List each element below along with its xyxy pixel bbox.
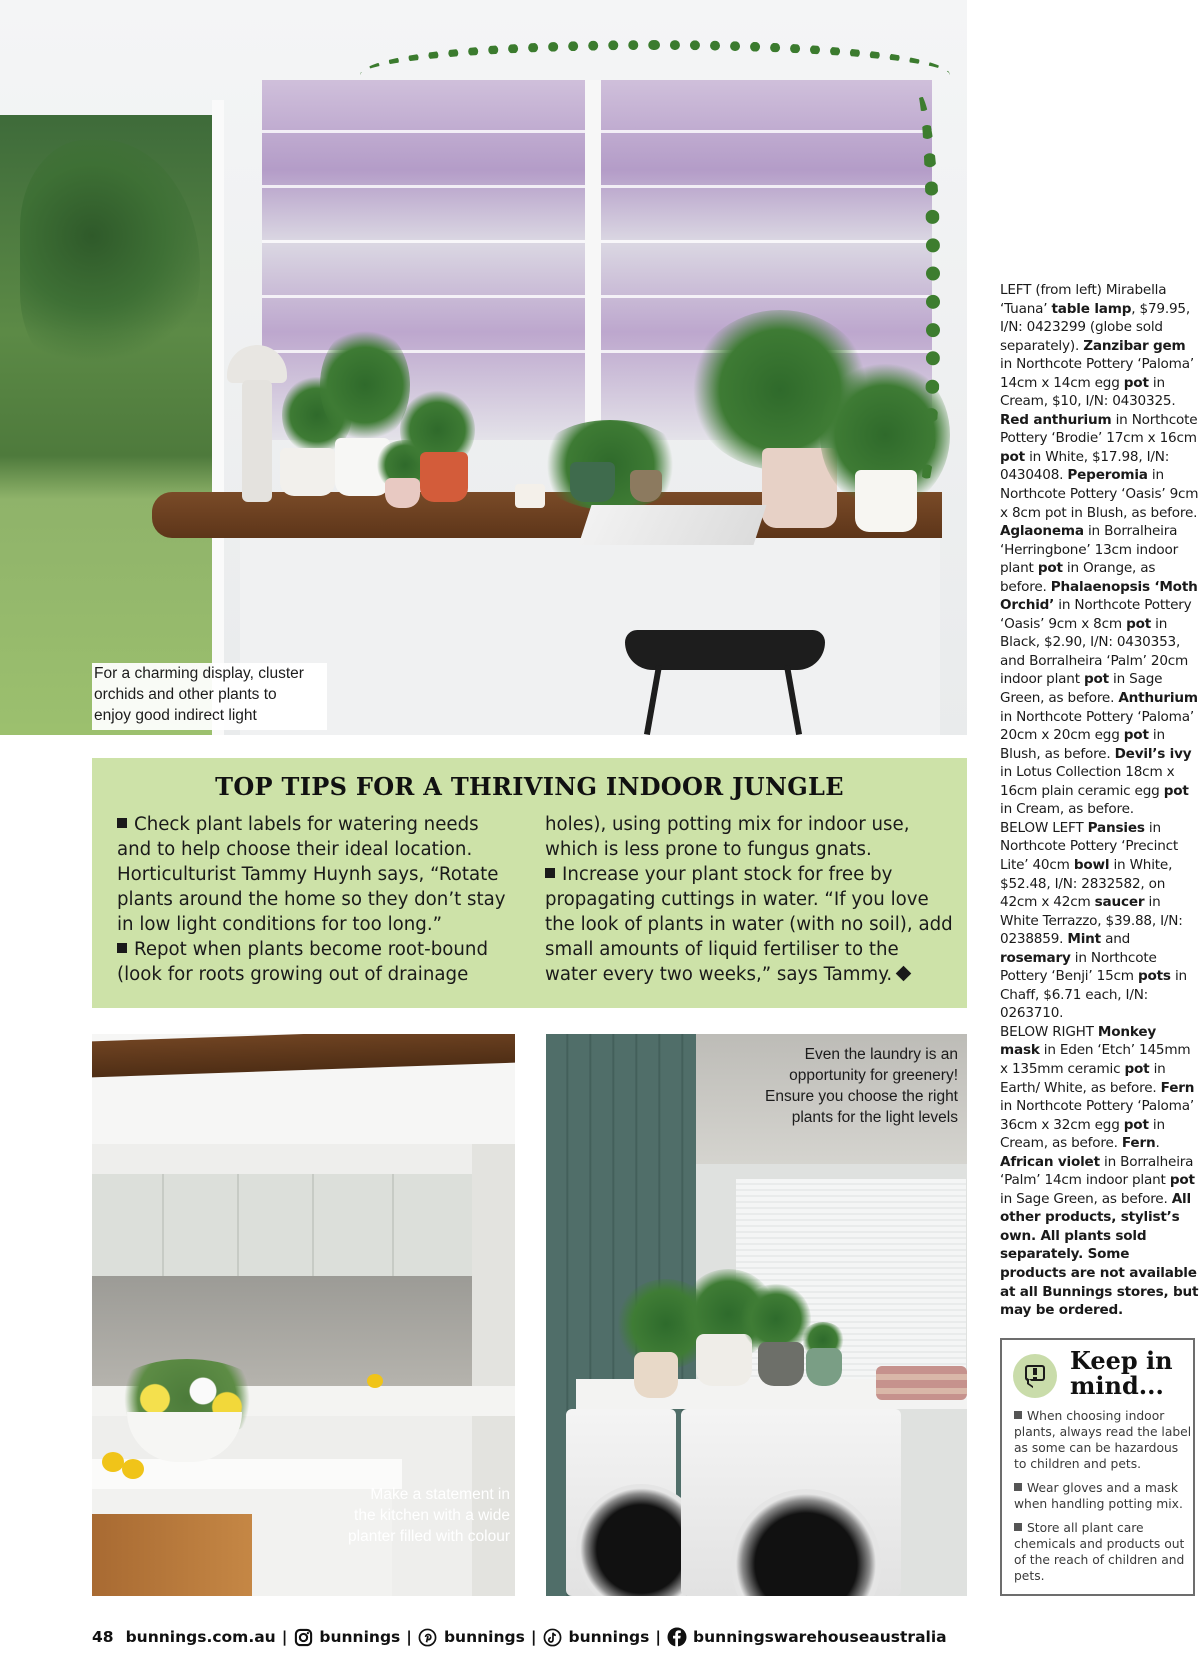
photo-plant-red-anthurium: [320, 325, 410, 445]
credit-product-name: Monkey mask: [1000, 1023, 1157, 1059]
instagram-icon[interactable]: [293, 1627, 313, 1647]
credit-product-name: table lamp: [1051, 300, 1132, 317]
credit-text: in White, $52.48, I/N: 2832582, on 42cm x 42cm: [1000, 856, 1173, 911]
credit-product-name: pots: [1137, 968, 1171, 985]
credit-text: in Northcote Pottery ‘Oasis’ 9cm x 8cm pot in Blush, as before.: [1000, 467, 1199, 521]
caption-line: Ensure you choose the right: [764, 1088, 958, 1105]
credit-text: BELOW RIGHT: [1000, 1023, 1098, 1040]
photo-upper-cabinets: [92, 1174, 482, 1276]
credit-product-name: Peperomia: [1067, 467, 1148, 484]
credit-text: .: [1155, 1135, 1160, 1152]
product-credits: [1000, 281, 1200, 1320]
tips-heading: TOP TIPS FOR A THRIVING INDOOR JUNGLE: [215, 772, 844, 801]
bullet-square-icon: [545, 868, 555, 878]
credit-text: in Chaff, $6.71 each, I/N: 0263710.: [1000, 968, 1187, 1022]
pinterest-icon[interactable]: [418, 1627, 438, 1647]
credit-product-name: pot: [1124, 1060, 1150, 1077]
photo-pot-cream: [280, 448, 335, 496]
instagram-handle[interactable]: bunnings: [319, 1628, 401, 1646]
exclamation-stroke: [1033, 1368, 1037, 1375]
credit-text: and: [1100, 931, 1131, 948]
credit-text: in Cream, as before.: [1000, 1116, 1165, 1152]
credit-text: in Cream, as before.: [1000, 801, 1134, 818]
end-mark-diamond-icon: [896, 966, 912, 982]
photo-mug: [515, 484, 545, 508]
separator: |: [281, 1628, 288, 1646]
credit-product-name: pot: [1123, 1116, 1149, 1133]
credit-text: in Sage Green, as before.: [1000, 1190, 1172, 1207]
credit-text: in Blush, as before.: [1000, 727, 1165, 762]
photo-pot-blush: [385, 478, 420, 508]
credit-product-name: Devil’s ivy: [1114, 745, 1192, 762]
credit-text: in Borralheira ‘Herringbone’ 13cm indoor plant: [1000, 523, 1179, 577]
tiktok-icon[interactable]: [542, 1627, 562, 1647]
credit-text: in Northcote Pottery ‘Benji’ 15cm: [1000, 949, 1157, 985]
photo-wall-below-shelf: [240, 538, 940, 735]
bullet-square-icon: [1014, 1483, 1022, 1491]
bullet-square-icon: [117, 943, 127, 953]
caption-line: Even the laundry is an: [804, 1046, 958, 1063]
caption-line: the kitchen with a wide: [354, 1507, 510, 1524]
pinterest-handle[interactable]: bunnings: [443, 1628, 525, 1646]
credit-text: in Cream, $10, I/N: 0430325.: [1000, 374, 1176, 410]
caption-laundry-photo: [700, 1044, 958, 1128]
photo-cabinet-divider: [312, 1174, 314, 1276]
caption-line: planter filled with colour: [348, 1528, 510, 1545]
credit-product-name: All other products, stylist’s own. All plants sold separately. Some products are not available at all Bunnings stores, but may be ordered.: [1000, 1190, 1199, 1319]
credit-text: LEFT (from left) Mirabella ‘Tuana’: [1000, 282, 1167, 317]
tip-propagate: Increase your plant stock for free by propagating cuttings in water. “If you love the look of plants in water (with no soil), add small amounts of liquid fertiliser to the water every two weeks,” says Tammy.: [545, 864, 953, 985]
bullet-square-icon: [1014, 1411, 1022, 1419]
credit-text: in Northcote Pottery ‘Paloma’ 20cm x 20cm egg: [1000, 708, 1194, 744]
photo-window-frame: [212, 100, 224, 735]
caption-line: enjoy good indirect light: [94, 707, 257, 724]
caption-line: opportunity for greenery!: [789, 1067, 958, 1084]
photo-lemon: [102, 1452, 124, 1472]
photo-devils-ivy-vine: [360, 40, 950, 110]
credit-text: in Borralheira ‘Palm’ 14cm indoor plant: [1000, 1153, 1194, 1189]
credit-product-name: pot: [1163, 782, 1189, 799]
credit-text: in Northcote Pottery ‘Precinct Lite’ 40cm: [1000, 819, 1179, 873]
top-tips-box: [92, 758, 967, 1008]
facebook-handle[interactable]: bunningswarehouseaustralia: [693, 1628, 947, 1646]
credit-product-name: Fern: [1121, 1135, 1156, 1152]
credit-product-name: Phalaenopsis ‘Moth Orchid’: [1000, 578, 1198, 614]
photo-cabinet-divider: [162, 1174, 164, 1276]
credit-text: in Eden ‘Etch’ 145mm x 135mm ceramic: [1000, 1042, 1191, 1077]
credit-product-name: pot: [1123, 374, 1149, 391]
speech-bubble-exclamation-icon: [1013, 1354, 1057, 1398]
credit-text: in Northcote Pottery ‘Paloma’ 14cm x 14cm egg: [1000, 356, 1194, 391]
page-footer: [92, 1626, 947, 1648]
photo-pot-cream: [696, 1334, 752, 1386]
credit-product-name: pot: [1123, 727, 1149, 744]
keep-item-text: Wear gloves and a mask when handling potting mix.: [1014, 1481, 1183, 1511]
credit-product-name: Red anthurium: [1000, 411, 1112, 428]
facebook-icon[interactable]: [667, 1627, 687, 1647]
credit-product-name: pot: [1126, 615, 1152, 632]
credit-text: in Orange, as before.: [1000, 560, 1156, 595]
bullet-square-icon: [1014, 1523, 1022, 1531]
credit-product-name: Anthurium: [1118, 690, 1198, 707]
keep-in-mind-box: [1000, 1338, 1195, 1596]
tips-column-right: [545, 812, 955, 987]
tiktok-handle[interactable]: bunnings: [568, 1628, 650, 1646]
exclamation-dot: [1033, 1377, 1037, 1380]
credit-text: in White, $17.98, I/N: 0430408.: [1000, 448, 1170, 484]
credit-product-name: pot: [1083, 671, 1109, 688]
bullet-square-icon: [117, 818, 127, 828]
keep-in-mind-item: [1014, 1480, 1194, 1512]
caption-kitchen-photo: [220, 1484, 510, 1547]
keep-item-text: When choosing indoor plants, always read the label as some can be hazardous to children and pets.: [1014, 1409, 1192, 1471]
separator: |: [530, 1628, 537, 1646]
credit-product-name: pot: [1169, 1172, 1195, 1189]
keep-in-mind-heading: Keep in mind...: [1070, 1346, 1173, 1400]
photo-pot-grey: [758, 1342, 804, 1386]
website-link[interactable]: bunnings.com.au: [125, 1628, 276, 1646]
photo-white-bowl: [127, 1412, 242, 1462]
credit-product-name: rosemary: [1000, 949, 1071, 966]
credit-text: in Sage Green, as before.: [1000, 671, 1163, 707]
page-number: 48: [92, 1628, 114, 1646]
photo-window-mullion: [585, 80, 601, 450]
caption-line: For a charming display, cluster: [94, 665, 304, 682]
credit-product-name: Pansies: [1087, 819, 1145, 836]
credit-product-name: Fern: [1160, 1079, 1195, 1096]
photo-window-shelf-plants: [0, 0, 967, 735]
credit-text: in Lotus Collection 18cm x 16cm plain ceramic egg: [1000, 764, 1175, 799]
tip-repot-continued: holes), using potting mix for indoor use, which is less prone to fungus gnats.: [545, 814, 910, 860]
photo-pot-palm: [630, 470, 662, 502]
credit-text: BELOW LEFT: [1000, 819, 1088, 836]
caption-line: orchids and other plants to: [94, 686, 277, 703]
keep-in-mind-item: [1014, 1520, 1194, 1584]
photo-cabinet-divider: [392, 1174, 394, 1276]
credit-product-name: Mint: [1067, 931, 1101, 948]
photo-table-lamp-base: [242, 380, 272, 502]
credit-product-name: pot: [1037, 560, 1063, 577]
credit-text: in White Terrazzo, $39.88, I/N: 0238859.: [1000, 894, 1183, 948]
tip-repot: Repot when plants become root-bound (look for roots growing out of drainage: [117, 939, 488, 985]
caption-line: plants for the light levels: [791, 1109, 958, 1126]
credit-text: in Northcote Pottery ‘Brodie’ 17cm x 16cm: [1000, 411, 1198, 447]
credit-product-name: Zanzibar gem: [1083, 337, 1186, 354]
credit-product-name: African violet: [1000, 1153, 1100, 1170]
photo-pot-cream-large: [855, 470, 917, 532]
separator: |: [406, 1628, 412, 1646]
photo-pot-earth-white: [634, 1352, 678, 1398]
caption-line: Make a statement in: [370, 1486, 510, 1503]
credit-text: in Black, $2.90, I/N: 0430353, and Borralheira ‘Palm’ 20cm indoor plant: [1000, 615, 1189, 688]
photo-black-stool: [625, 630, 825, 670]
credit-text: in Earth/ White, as before.: [1000, 1060, 1166, 1096]
caption-top-photo: [92, 663, 327, 730]
keep-in-mind-item: [1014, 1408, 1194, 1472]
credit-text: in Northcote Pottery ‘Oasis’ 9cm x 8cm: [1000, 597, 1192, 632]
tip-watering: Check plant labels for watering needs and to help choose their ideal location. Horticulturist Tammy Huynh says, “Rotate plants around the home so they don’t stay in low light conditions for too long.”: [117, 814, 506, 935]
credit-product-name: saucer: [1094, 894, 1145, 911]
separator: |: [655, 1628, 662, 1646]
photo-folded-towels: [876, 1366, 967, 1400]
photo-lemon: [367, 1374, 383, 1388]
credit-text: , $79.95, I/N: 0423299 (globe sold separately).: [1000, 300, 1190, 354]
photo-lemon: [122, 1459, 144, 1479]
credit-product-name: Aglaonema: [1000, 523, 1084, 540]
photo-pot-sage-green: [570, 462, 615, 502]
photo-pot-sage-green: [806, 1348, 842, 1386]
credit-text: in Northcote Pottery ‘Paloma’ 36cm x 32cm egg: [1000, 1098, 1194, 1133]
photo-open-book: [579, 505, 767, 545]
tips-column-left: [117, 812, 517, 987]
keep-item-text: Store all plant care chemicals and products out of the reach of children and pets.: [1014, 1521, 1185, 1583]
credit-product-name: pot: [1000, 448, 1025, 465]
photo-pot-orange: [420, 452, 468, 502]
credit-product-name: bowl: [1073, 856, 1110, 873]
photo-cabinet-divider: [237, 1174, 239, 1276]
